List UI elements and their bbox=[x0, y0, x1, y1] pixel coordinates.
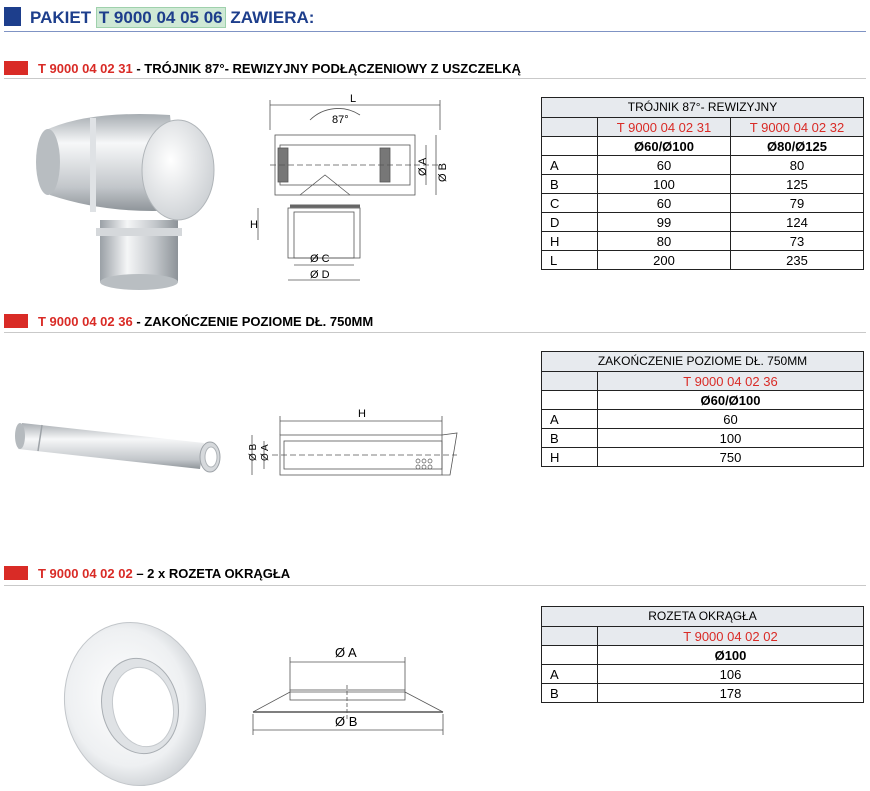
row-value: 235 bbox=[731, 251, 864, 270]
table-code-cell: T 9000 04 02 02 bbox=[598, 627, 864, 646]
row-value: 100 bbox=[598, 429, 864, 448]
tee-drawing-D-label: Ø D bbox=[310, 269, 330, 281]
table-blank-cell bbox=[542, 391, 598, 410]
tee-drawing-C-label: Ø C bbox=[310, 253, 330, 265]
table-code-cell: T 9000 04 02 32 bbox=[731, 118, 864, 137]
section-1-code: T 9000 04 02 31 bbox=[38, 61, 133, 76]
table-corner-cell bbox=[542, 627, 598, 646]
tee-drawing-B-label: Ø B bbox=[437, 163, 449, 182]
page-title-suffix: ZAWIERA: bbox=[225, 8, 315, 27]
table-code-cell: T 9000 04 02 36 bbox=[598, 372, 864, 391]
page-title-prefix: PAKIET bbox=[30, 8, 96, 27]
rosette-drawing-B-label: Ø B bbox=[335, 714, 358, 729]
table-blank-cell bbox=[542, 137, 598, 156]
section-3-title bbox=[38, 566, 290, 581]
table-corner-cell bbox=[542, 118, 598, 137]
table-row bbox=[542, 665, 864, 684]
row-value: 750 bbox=[598, 448, 864, 467]
rosette-dimensions-table bbox=[541, 606, 864, 703]
table-diameter-cell: Ø60/Ø100 bbox=[598, 137, 731, 156]
tee-technical-drawing bbox=[250, 90, 450, 290]
table-row bbox=[542, 429, 864, 448]
table-row bbox=[542, 448, 864, 467]
table-row bbox=[542, 175, 864, 194]
table-row bbox=[542, 194, 864, 213]
tee-drawing-L-label: L bbox=[350, 93, 357, 105]
row-value: 178 bbox=[598, 684, 864, 703]
package-code-highlight: T 9000 04 05 06 bbox=[96, 7, 226, 28]
row-label: C bbox=[542, 194, 598, 213]
row-value: 60 bbox=[598, 194, 731, 213]
row-value: 106 bbox=[598, 665, 864, 684]
terminal-drawing-B-label: Ø B bbox=[248, 443, 259, 461]
terminal-dimensions-table bbox=[541, 351, 864, 467]
tee-dimensions-table bbox=[541, 97, 864, 270]
row-label: H bbox=[542, 232, 598, 251]
row-value: 60 bbox=[598, 410, 864, 429]
table-diameter-cell: Ø100 bbox=[598, 646, 864, 665]
page-title bbox=[30, 8, 314, 28]
table-title: ZAKOŃCZENIE POZIOME DŁ. 750MM bbox=[542, 352, 864, 372]
row-label: A bbox=[542, 665, 598, 684]
tee-drawing-H-label: H bbox=[250, 219, 258, 231]
header-rule bbox=[4, 31, 866, 32]
row-label: B bbox=[542, 429, 598, 448]
row-value: 79 bbox=[731, 194, 864, 213]
table-blank-cell bbox=[542, 646, 598, 665]
section-3-name: – 2 x ROZETA OKRĄGŁA bbox=[132, 566, 291, 581]
table-row bbox=[542, 410, 864, 429]
section-1-name: - TRÓJNIK 87°- REWIZYJNY PODŁĄCZENIOWY Z USZCZELKĄ bbox=[132, 61, 521, 76]
table-row bbox=[542, 684, 864, 703]
table-diameter-cell: Ø60/Ø100 bbox=[598, 391, 864, 410]
section-2-code: T 9000 04 02 36 bbox=[38, 314, 133, 329]
section-2-title bbox=[38, 314, 373, 329]
section-2-marker bbox=[4, 314, 28, 328]
row-value: 99 bbox=[598, 213, 731, 232]
table-title: TRÓJNIK 87°- REWIZYJNY bbox=[542, 98, 864, 118]
terminal-drawing-H-label: H bbox=[358, 408, 366, 420]
row-label: L bbox=[542, 251, 598, 270]
row-label: A bbox=[542, 156, 598, 175]
row-value: 125 bbox=[731, 175, 864, 194]
row-label: B bbox=[542, 684, 598, 703]
row-label: D bbox=[542, 213, 598, 232]
table-diameter-cell: Ø80/Ø125 bbox=[731, 137, 864, 156]
terminal-drawing-A-label: Ø A bbox=[260, 444, 271, 461]
row-value: 80 bbox=[731, 156, 864, 175]
table-code-cell: T 9000 04 02 31 bbox=[598, 118, 731, 137]
row-value: 124 bbox=[731, 213, 864, 232]
rosette-technical-drawing bbox=[245, 630, 455, 740]
section-1-marker bbox=[4, 61, 28, 75]
row-label: H bbox=[542, 448, 598, 467]
header-square-marker bbox=[4, 7, 21, 26]
section-2-name: - ZAKOŃCZENIE POZIOME DŁ. 750MM bbox=[132, 314, 374, 329]
section-1-rule bbox=[4, 78, 866, 79]
row-value: 60 bbox=[598, 156, 731, 175]
section-3-marker bbox=[4, 566, 28, 580]
section-3-code: T 9000 04 02 02 bbox=[38, 566, 133, 581]
table-row bbox=[542, 251, 864, 270]
section-1-title bbox=[38, 61, 521, 76]
table-row bbox=[542, 232, 864, 251]
rosette-drawing-A-label: Ø A bbox=[335, 645, 357, 660]
row-label: B bbox=[542, 175, 598, 194]
table-row bbox=[542, 156, 864, 175]
section-2-rule bbox=[4, 332, 866, 333]
row-value: 73 bbox=[731, 232, 864, 251]
tee-drawing-A-label: Ø A bbox=[417, 157, 429, 176]
row-value: 200 bbox=[598, 251, 731, 270]
table-corner-cell bbox=[542, 372, 598, 391]
tee-drawing-angle-label: 87° bbox=[332, 114, 349, 126]
tee-3d-illustration bbox=[30, 100, 230, 290]
row-label: A bbox=[542, 410, 598, 429]
table-title: ROZETA OKRĄGŁA bbox=[542, 607, 864, 627]
terminal-technical-drawing bbox=[232, 405, 462, 485]
table-row bbox=[542, 213, 864, 232]
row-value: 80 bbox=[598, 232, 731, 251]
row-value: 100 bbox=[598, 175, 731, 194]
rosette-3d-illustration bbox=[40, 618, 220, 790]
terminal-3d-illustration bbox=[14, 405, 224, 485]
section-3-rule bbox=[4, 585, 866, 586]
